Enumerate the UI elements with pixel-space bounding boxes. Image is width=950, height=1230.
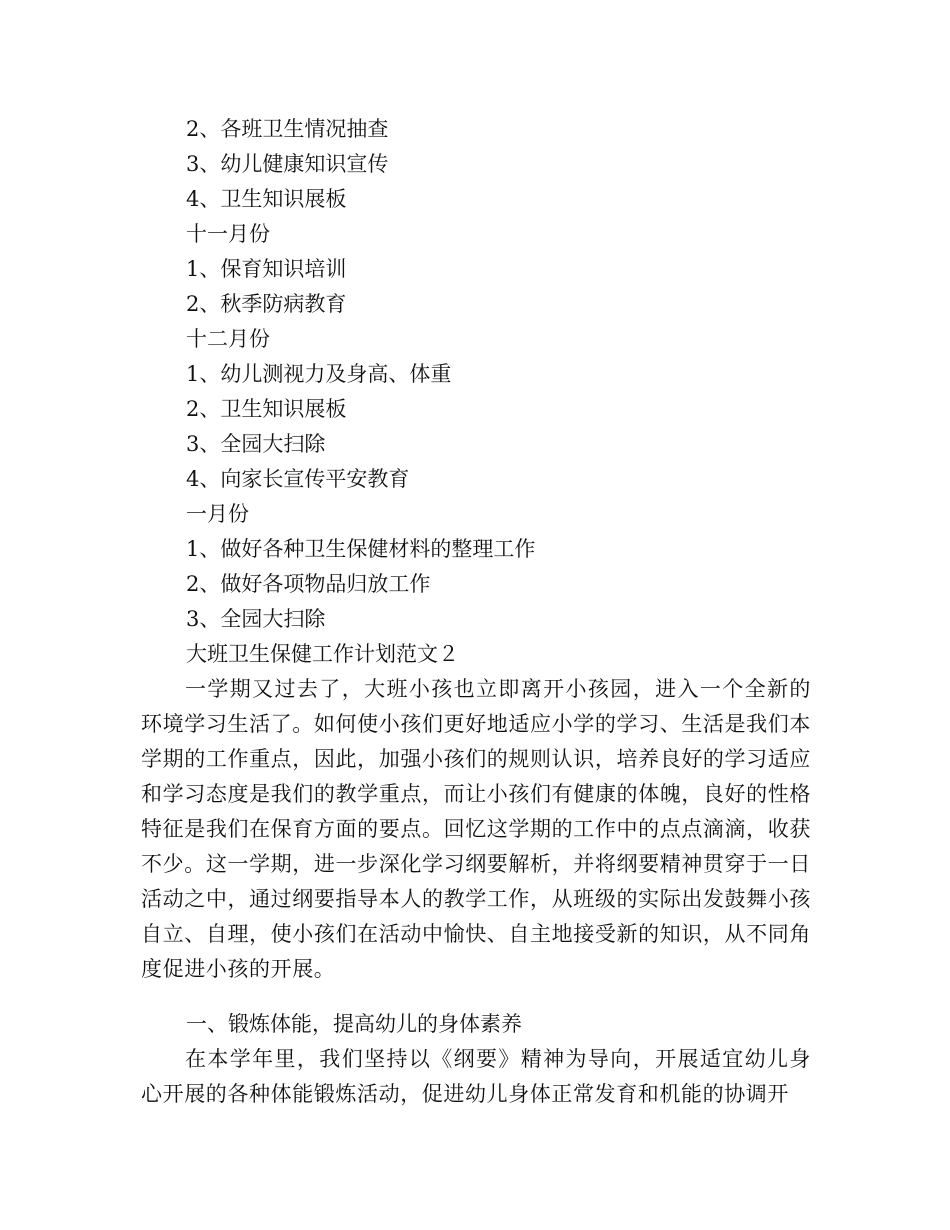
list-item: 2、秋季防病教育 bbox=[186, 292, 347, 316]
body-paragraph: 一学期又过去了，大班小孩也立即离开小孩园，进入一个全新的环境学习生活了。如何使小孩们更好地适应小学的学习、生活是我们本学期的工作重点，因此，加强小孩们的规则认识，培养良好的学习适应和学习态度是我们的教学重点，而让小孩们有健康的体魄，良好的性格特征是我们在保育方面的要点。回忆这学期的工作中的点点滴滴，收获不少。这一学期，进一步深化学习纲要解析，并将纲要精神贯穿于一日活动之中，通过纲要指导本人的教学工作，从班级的实际出发鼓舞小孩自立、自理，使小孩们在活动中愉快、自主地接受新的知识，从不同角度促进小孩的开展。 bbox=[141, 677, 811, 981]
body-paragraph: 在本学年里，我们坚持以《纲要》精神为导向，开展适宜幼儿身心开展的各种体能锻炼活动，促进幼儿身体正常发育和机能的协调开 bbox=[141, 1047, 811, 1106]
list-item: 4、向家长宣传平安教育 bbox=[186, 467, 410, 491]
list-item: 1、做好各种卫生保健材料的整理工作 bbox=[186, 537, 536, 561]
list-item: 3、幼儿健康知识宣传 bbox=[186, 152, 389, 176]
list-item: 3、全园大扫除 bbox=[186, 432, 326, 456]
list-item: 1、幼儿测视力及身高、体重 bbox=[186, 362, 452, 386]
month-heading: 一月份 bbox=[186, 502, 249, 526]
list-item: 4、卫生知识展板 bbox=[186, 187, 347, 211]
month-heading: 十一月份 bbox=[186, 222, 270, 246]
list-item: 2、做好各项物品归放工作 bbox=[186, 572, 431, 596]
list-item: 3、全园大扫除 bbox=[186, 607, 326, 631]
list-item: 2、卫生知识展板 bbox=[186, 397, 347, 421]
month-heading: 十二月份 bbox=[186, 327, 270, 351]
section-heading: 一、锻炼体能，提高幼儿的身体素养 bbox=[186, 1012, 522, 1036]
list-item: 1、保育知识培训 bbox=[186, 257, 347, 281]
document-title: 大班卫生保健工作计划范文２ bbox=[186, 642, 459, 666]
list-item: 2、各班卫生情况抽查 bbox=[186, 117, 389, 141]
